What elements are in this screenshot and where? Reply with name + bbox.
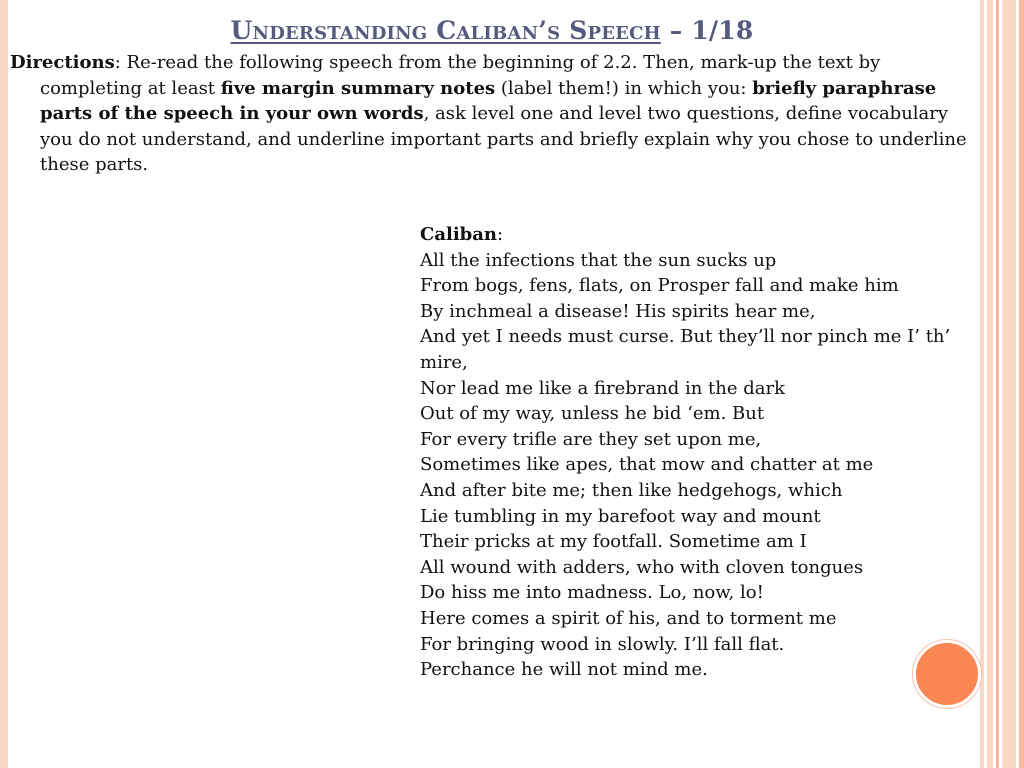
- slide-title: [0, 16, 984, 45]
- left-decorative-bar: [0, 0, 8, 768]
- speaker-name: Caliban: [420, 224, 498, 245]
- directions-emphasis: five margin summary notes: [220, 77, 496, 99]
- right-decorative-stripe: [1019, 0, 1024, 768]
- speech-line: From bogs, fens, flats, on Prosper fall and make him: [420, 275, 899, 297]
- speaker-colon: :: [497, 224, 504, 245]
- speech-line: All the infections that the sun sucks up: [420, 249, 777, 271]
- slide-title-suffix: – 1/18: [660, 16, 754, 45]
- speech-line: For every trifle are they set upon me,: [420, 428, 762, 450]
- speaker-heading: [420, 222, 1010, 248]
- speech-line: All wound with adders, who with cloven tongues: [420, 556, 864, 578]
- directions-text: , ask level one and level two questions, define vocabulary you do not understand, and underline important parts and briefly explain why you chose to underline these parts.: [40, 103, 967, 175]
- speech-line: And yet I needs must curse. But they’ll nor pinch me I’ th’: [420, 326, 951, 348]
- directions-text: Re-read the following speech from the beginning of 2.2. Then, mark-up the text by completing at least: [40, 52, 881, 99]
- directions-label: Directions: [10, 52, 115, 73]
- directions-paragraph: [10, 50, 985, 178]
- directions-text: (label them!) in which you:: [495, 77, 753, 99]
- speech-line: Nor lead me like a firebrand in the dark: [420, 377, 785, 399]
- speech-line: mire,: [420, 351, 468, 373]
- speech-line: Lie tumbling in my barefoot way and mount: [420, 505, 821, 527]
- speech-line: By inchmeal a disease! His spirits hear me,: [420, 300, 816, 322]
- speech-line: For bringing wood in slowly. I’ll fall flat.: [420, 633, 785, 655]
- speech-line: Out of my way, unless he bid ‘em. But: [420, 403, 765, 425]
- slide-title-main: Understanding Caliban’s Speech: [230, 16, 661, 45]
- speech-line: And after bite me; then like hedgehogs, which: [420, 479, 843, 501]
- directions-emphasis: briefly paraphrase parts of the speech in your own words: [40, 77, 937, 124]
- speech-line: Sometimes like apes, that mow and chatter at me: [420, 454, 874, 476]
- speech-line: Here comes a spirit of his, and to torment me: [420, 607, 837, 629]
- speech-line: Perchance he will not mind me.: [420, 659, 708, 681]
- directions-label-colon: :: [114, 52, 121, 73]
- speech-line: Do hiss me into madness. Lo, now, lo!: [420, 582, 764, 604]
- speech-line: Their pricks at my footfall. Sometime am I: [420, 531, 807, 553]
- caliban-speech: [420, 222, 1010, 683]
